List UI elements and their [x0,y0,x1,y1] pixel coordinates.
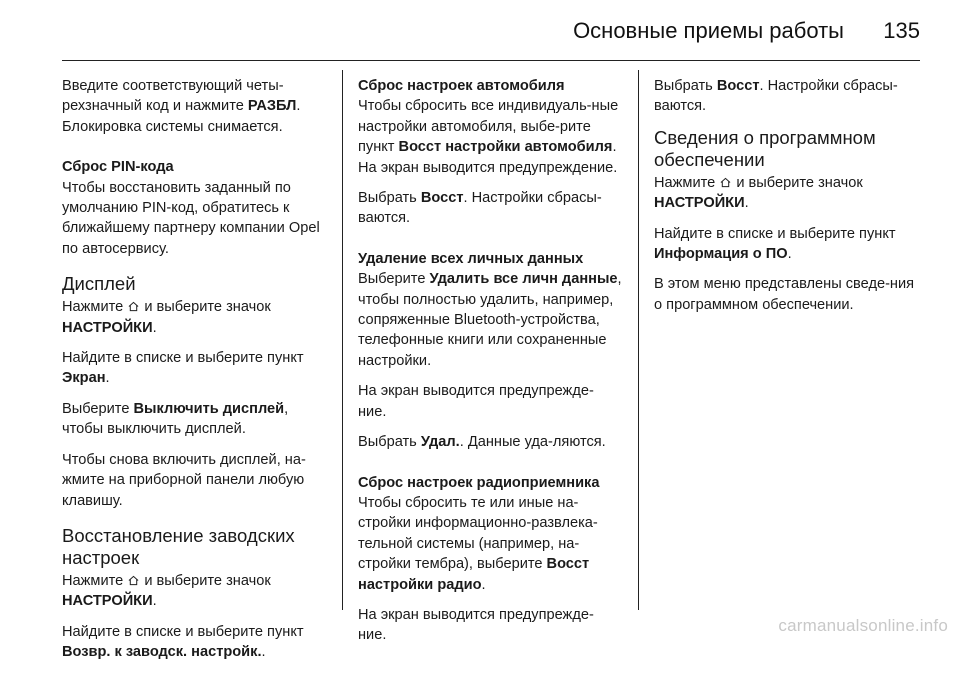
header-rule [62,60,920,61]
page-title: Основные приемы работы [573,18,844,43]
delete-data-heading: Удаление всех личных данных [358,250,584,267]
delete-data-step-3: Выбрать Удал.. Данные уда-ляются. [358,434,606,451]
display-heading: Дисплей [62,273,136,295]
delete-data-step-1: Выберите Удалить все личн данные, чтобы полностью удалить, например, сопряженные Bluetooth-устройства, телефонные книги или сохраненные настройки. [358,271,622,369]
factory-reset-step-2: Найдите в списке и выберите пункт Возвр. к заводск. настройк.. [62,623,304,661]
page-header [0,0,960,62]
page-number: 135 [883,18,920,43]
display-step-4: Чтобы снова включить дисплей, на-жмите на приборной панели любую клавишу. [62,451,306,509]
unlock-paragraph: Введите соответствующий четы- рехзначный код и нажмите РАЗБЛ. Блокировка системы снимается. [62,78,301,135]
display-step-3: Выберите Выключить дисплей, чтобы выключить дисплей. [62,400,289,438]
vehicle-reset-step-2: Выбрать Восст. Настройки сбрасы-ваются. [358,190,602,227]
pin-reset-text: Чтобы восстановить заданный по умолчанию PIN-код, обратитесь к ближайшему партнеру компании Opel по автосервису. [62,179,320,257]
column-divider-1 [342,70,343,610]
column-3 [654,76,918,325]
watermark: carmanualsonline.info [778,616,948,635]
unlock-label: РАЗБЛ [247,98,297,115]
software-info-heading: Сведения о программном обеспечении [654,126,876,170]
column-1 [62,76,326,673]
radio-reset-confirm: Выбрать Восст. Настройки сбрасы-ваются. [654,78,898,115]
delete-data-step-2: На экран выводится предупрежде-ние. [358,383,594,420]
display-step-2: Найдите в списке и выберите пункт Экран. [62,350,304,387]
pin-reset-heading: Сброс PIN-кода [62,159,174,176]
home-icon [128,301,139,312]
software-info-step-2: Найдите в списке и выберите пункт Информация о ПО. [654,225,896,263]
display-step-1: Нажмите и выберите значок НАСТРОЙКИ. [62,299,271,336]
factory-reset-step-1: Нажмите и выберите значок НАСТРОЙКИ. [62,572,271,610]
factory-reset-heading: Восстановление заводских настроек [62,524,295,568]
home-icon [128,575,139,586]
vehicle-reset-step-1: Чтобы сбросить все индивидуаль-ные настройки автомобиля, выбе-рите пункт Восст настройки автомобиля. На экран выводится предупреждение. [358,98,619,176]
software-info-step-3: В этом меню представлены сведе-ния о программном обеспечении. [654,276,915,313]
vehicle-reset-heading: Сброс настроек автомобиля [358,78,565,94]
column-2 [358,76,622,656]
radio-reset-step-2: На экран выводится предупрежде-ние. [358,606,594,644]
radio-reset-heading: Сброс настроек радиоприемника [358,474,600,491]
software-info-step-1: Нажмите и выберите значок НАСТРОЙКИ. [654,174,863,212]
radio-reset-step-1: Чтобы сбросить те или иные на-стройки информационно-развлека-тельной системы (например, на-стройки тембра), выберите Восст настройки радио. [358,494,598,593]
home-icon [720,177,731,188]
column-divider-2 [638,70,639,610]
